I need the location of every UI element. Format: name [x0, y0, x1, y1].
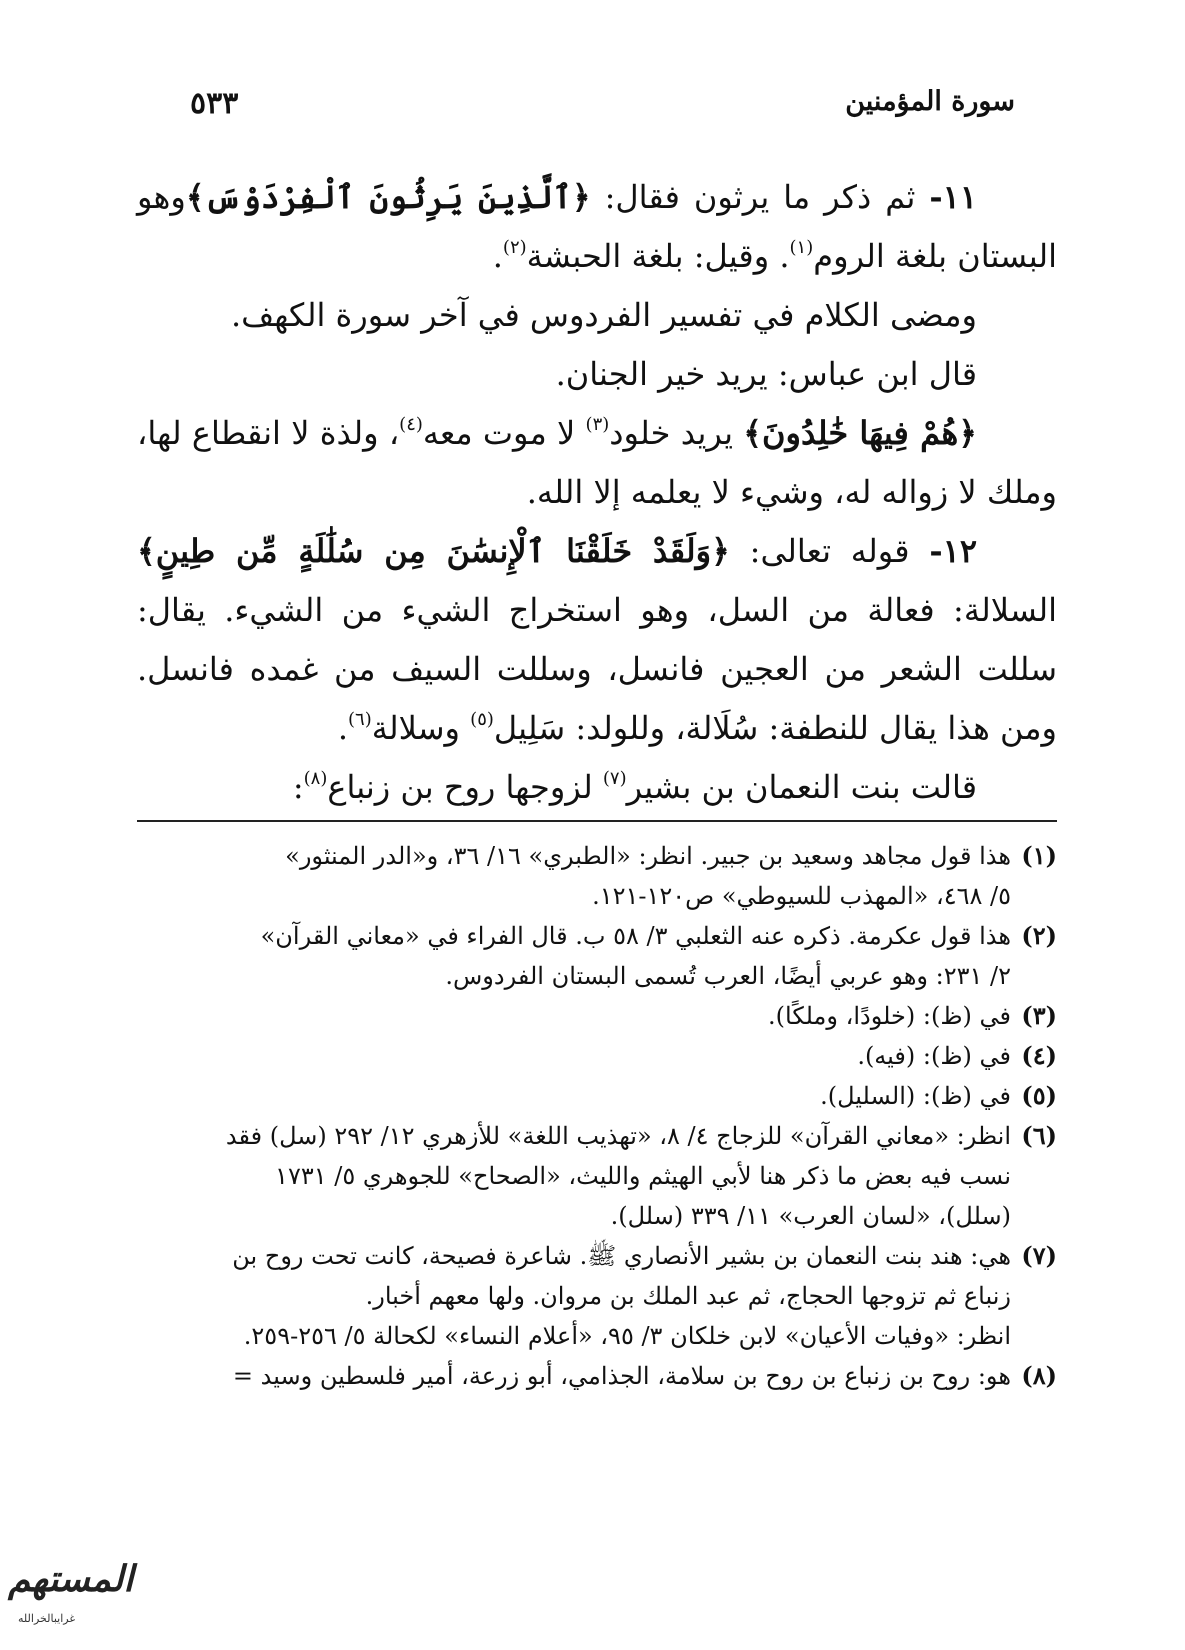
footnote-ref-2: (٢)	[502, 237, 527, 258]
publisher-logo	[8, 1550, 134, 1635]
footnote-text	[137, 1036, 1011, 1076]
footnote-ref-1: (١)	[789, 237, 814, 258]
paragraph-verse-11	[137, 168, 1057, 286]
footnote-line: في (ظ): (خلودًا، وملكًا).	[768, 1002, 1011, 1030]
footnote-text	[137, 996, 1011, 1036]
logo-calligraphy: المستهم	[8, 1558, 134, 1600]
text-run: لزوجها روح بن زنباع	[327, 768, 603, 806]
quran-verse: ﴿ٱلَّذِينَ يَرِثُونَ ٱلْفِرْدَوْسَ﴾	[185, 178, 591, 216]
paragraph-khalidun	[137, 404, 1057, 522]
footnote-line: نسب فيه بعض ما ذكر هنا لأبي الهيثم والليث، «الصحاح» للجوهري ٥/ ١٧٣١	[275, 1162, 1011, 1190]
footnote-text	[137, 1356, 1011, 1396]
text-run: قوله تعالى:	[729, 532, 930, 570]
footnote-number: (٥)	[1021, 1081, 1057, 1110]
footnote-line: هو: روح بن زنباع بن روح بن سلامة، الجذامي، أبو زرعة، أمير فلسطين وسيد =	[232, 1362, 1011, 1390]
footnote-text	[137, 836, 1011, 916]
text-run: وهو البستان بلغة الروم	[137, 178, 1057, 275]
text-run: ثم ذكر ما يرثون فقال:	[590, 178, 930, 216]
footnote-text	[137, 1116, 1011, 1236]
footnotes	[137, 836, 1057, 1396]
footnote-1	[137, 836, 1057, 916]
text-run: :	[292, 768, 304, 806]
text-run: .	[337, 709, 348, 747]
footnote-number: (٤)	[1021, 1041, 1057, 1070]
text-run: قالت بنت النعمان بن بشير	[626, 768, 977, 806]
footnote-line: في (ظ): (السليل).	[820, 1082, 1011, 1110]
text-run: يريد خلود	[609, 414, 744, 452]
footnote-6	[137, 1116, 1057, 1236]
text-run: ، ولذة لا انقطاع لها، وملك لا زواله له، وشيء لا يعلمه إلا الله.	[137, 414, 1057, 511]
footnote-text	[137, 1076, 1011, 1116]
footnote-line: في (ظ): (فيه).	[857, 1042, 1011, 1070]
footnote-number: (٨)	[1021, 1361, 1057, 1390]
paragraph-firdaws: ومضى الكلام في تفسير الفردوس في آخر سورة الكهف.	[231, 296, 977, 334]
footnote-line: هي: هند بنت النعمان بن بشير الأنصاري ﷺ. شاعرة فصيحة، كانت تحت روح بن	[232, 1242, 1011, 1270]
logo-subtext: غرايبالخرالله	[18, 1612, 76, 1625]
page-header	[190, 86, 1015, 126]
footnote-7	[137, 1236, 1057, 1356]
paragraph-verse-12	[137, 522, 1057, 758]
footnote-line: انظر: «وفيات الأعيان» لابن خلكان ٣/ ٩٥، «أعلام النساء» لكحالة ٥/ ٢٥٦-٢٥٩.	[243, 1322, 1011, 1350]
footnote-ref-3: (٣)	[585, 414, 610, 435]
text-run: .	[492, 237, 503, 275]
footnote-line: هذا قول عكرمة. ذكره عنه الثعلبي ٣/ ٥٨ ب. قال الفراء في «معاني القرآن»	[260, 922, 1011, 950]
footnote-4	[137, 1036, 1057, 1076]
footnote-ref-7: (٧)	[602, 768, 627, 789]
footnote-text	[137, 916, 1011, 996]
footnote-number: (٦)	[1021, 1121, 1057, 1150]
footnote-line: ٥/ ٤٦٨، «المهذب للسيوطي» ص١٢٠-١٢١.	[592, 882, 1011, 910]
text-run: لا موت معه	[422, 414, 586, 452]
verse-number: ١١-	[929, 178, 978, 216]
footnote-line: هذا قول مجاهد وسعيد بن جبير. انظر: «الطبري» ١٦/ ٣٦، و«الدر المنثور»	[285, 842, 1011, 870]
quran-verse: ﴿وَلَقَدْ خَلَقْنَا ٱلْإِنسَٰنَ مِن سُلَٰلَةٍ مِّن طِينٍ﴾	[137, 532, 730, 570]
footnote-line: ٢/ ٢٣١: وهو عربي أيضًا، العرب تُسمى البستان الفردوس.	[445, 962, 1011, 990]
footnote-ref-5: (٥)	[470, 709, 494, 730]
text-run: وسلالة	[371, 709, 471, 747]
footnote-number: (٢)	[1021, 921, 1057, 950]
footnote-2	[137, 916, 1057, 996]
footnote-separator	[137, 820, 1057, 822]
footnote-line: انظر: «معاني القرآن» للزجاج ٤/ ٨، «تهذيب اللغة» للأزهري ١٢/ ٢٩٢ (سل) فقد	[225, 1122, 1011, 1150]
paragraph-poem-intro	[137, 758, 1057, 817]
footnote-ref-4: (٤)	[399, 414, 423, 435]
surah-name: سورة المؤمنين	[845, 86, 1015, 117]
text-run: السلالة: فعالة من السل، وهو استخراج الشيء من الشيء. يقال: سللت الشعر من العجين فانسل، وسللت السيف من غمده فانسل. ومن هذا يقال للنطفة: سُلَالة، وللولد: سَلِيل	[137, 591, 1058, 747]
footnote-5	[137, 1076, 1057, 1116]
footnote-line: زنباع ثم تزوجها الحجاج، ثم عبد الملك بن مروان. ولها معهم أخبار.	[365, 1282, 1011, 1310]
footnote-ref-8: (٨)	[303, 768, 328, 789]
quran-verse: ﴿هُمْ فِيهَا خَٰلِدُونَ﴾	[743, 414, 978, 452]
footnote-line: (سلل)، «لسان العرب» ١١/ ٣٣٩ (سلل).	[610, 1202, 1011, 1230]
footnote-text	[137, 1236, 1011, 1356]
footnote-8	[137, 1356, 1057, 1396]
page-number: ٥٣٣	[190, 86, 239, 121]
footnote-number: (٧)	[1021, 1241, 1057, 1270]
text-run: . وقيل: بلغة الحبشة	[526, 237, 790, 275]
main-text	[137, 168, 1057, 817]
footnote-ref-6: (٦)	[347, 709, 372, 730]
footnote-number: (٣)	[1021, 1001, 1057, 1030]
footnote-number: (١)	[1021, 841, 1057, 870]
footnote-3	[137, 996, 1057, 1036]
paragraph-ibn-abbas: قال ابن عباس: يريد خير الجنان.	[555, 355, 977, 393]
verse-number: ١٢-	[929, 532, 978, 570]
